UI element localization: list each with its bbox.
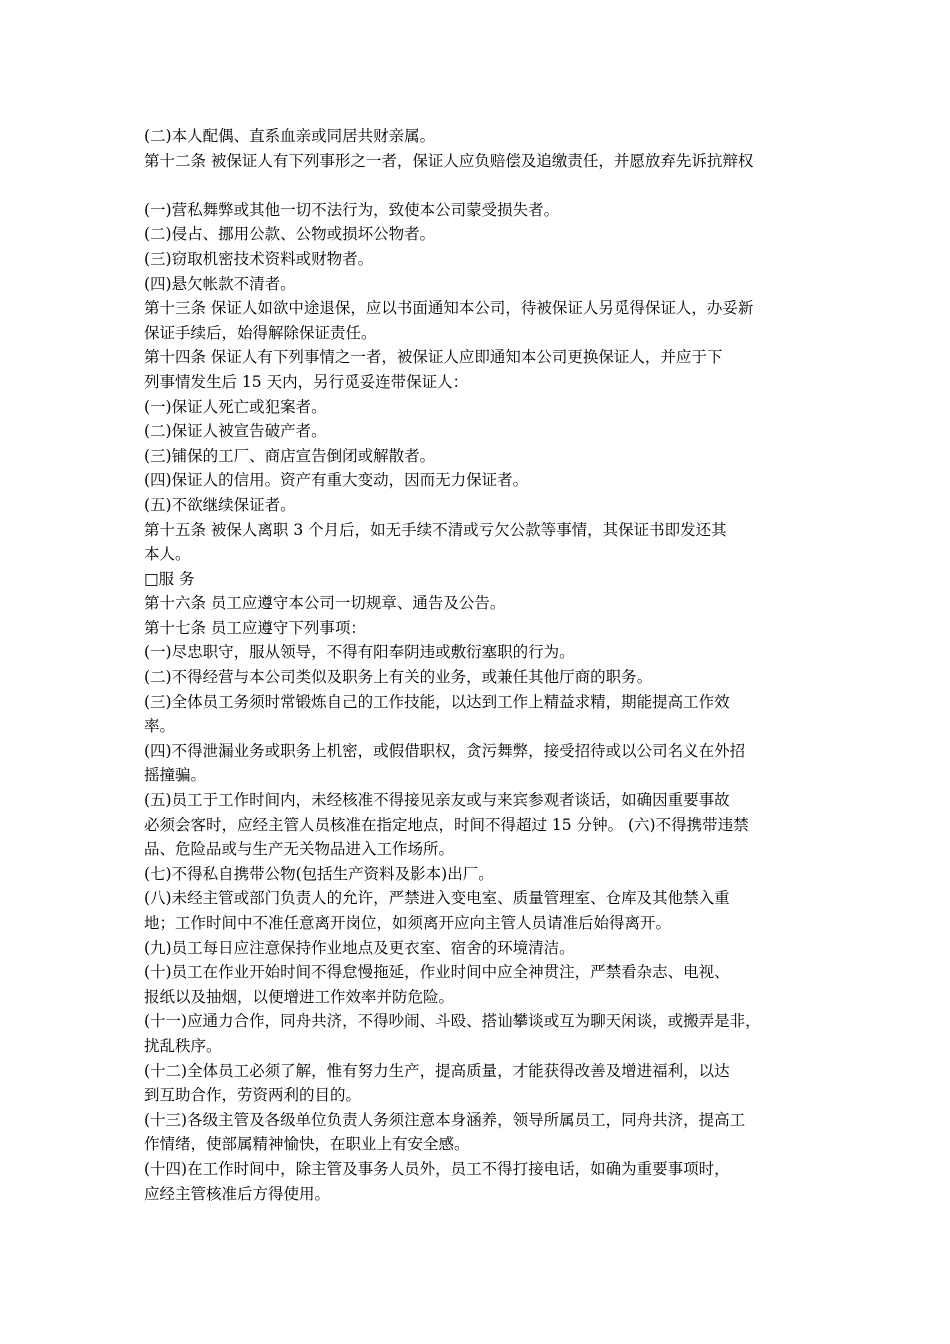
- text-line: 报纸以及抽烟，以便增进工作效率并防危险。: [144, 987, 455, 1006]
- text-line: 第十四条 保证人有下列事情之一者，被保证人应即通知本公司更换保证人，并应于下: [144, 348, 723, 367]
- text-line: (四)保证人的信用。资产有重大变动，因而无力保证者。: [144, 471, 529, 490]
- text-line: (十)员工在作业开始时间不得怠慢拖延，作业时间中应全神贯注，严禁看杂志、电视、: [144, 963, 730, 982]
- text-line: (七)不得私自携带公物(包括生产资料及影本)出厂。: [144, 864, 494, 883]
- text-line: 必须会客时，应经主管人员核准在指定地点，时间不得超过 15 分钟。 (六)不得携带违禁: [144, 815, 749, 834]
- text-line: (十一)应通力合作，同舟共济，不得吵闹、斗殴、搭讪攀谈或互为聊天闲谈，或搬弄是非，: [144, 1012, 761, 1031]
- text-line: (八)未经主管或部门负责人的允许，严禁进入变电室、质量管理室、仓库及其他禁入重: [144, 889, 730, 908]
- text-line: (二)不得经营与本公司类似及职务上有关的业务，或兼任其他厅商的职务。: [144, 668, 653, 687]
- text-line: (一)保证人死亡或犯案者。: [144, 397, 327, 416]
- text-line: (五)不欲继续保证者。: [144, 495, 296, 514]
- text-line: (二)本人配偶、直系血亲或同居共财亲属。: [144, 127, 436, 145]
- text-line: 作情绪，使部属精神愉快，在职业上有安全感。: [144, 1135, 470, 1154]
- document-body: [144, 124, 824, 1206]
- text-line: 摇撞骗。: [144, 766, 207, 785]
- text-line: (三)全体员工务须时常锻炼自己的工作技能，以达到工作上精益求精，期能提高工作效: [144, 692, 730, 711]
- text-line: 第十五条 被保人离职 3 个月后，如无手续不清或亏欠公款等事情，其保证书即发还其: [144, 520, 727, 539]
- text-line: 地；工作时间中不准任意离开岗位，如须离开应向主管人员请准后始得离开。: [144, 914, 672, 932]
- text-line: 扰乱秩序。: [144, 1036, 222, 1055]
- text-line: 第十二条 被保证人有下列事形之一者，保证人应负赔偿及追缴责任，并愿放弃先诉抗辩权: [144, 151, 754, 170]
- text-line: 保证手续后，始得解除保证责任。: [144, 323, 377, 342]
- text-line: (四)悬欠帐款不清者。: [144, 274, 296, 293]
- text-line: (三)窃取机密技术资料或财物者。: [144, 249, 374, 268]
- blank-line: [144, 173, 824, 198]
- text-line: (十二)全体员工必须了解，惟有努力生产，提高质量，才能获得改善及增进福利，以达: [144, 1061, 730, 1080]
- section-heading: □服 务: [144, 569, 195, 588]
- text-line: 第十六条 员工应遵守本公司一切规章、通告及公告。: [144, 594, 506, 613]
- text-line: (二)保证人被宣告破产者。: [144, 422, 327, 441]
- text-line: 率。: [144, 717, 176, 736]
- text-line: 品、危险品或与生产无关物品进入工作场所。: [144, 840, 455, 859]
- text-line: (一)营私舞弊或其他一切不法行为，致使本公司蒙受损失者。: [144, 200, 560, 219]
- text-line: (九)员工每日应注意保持作业地点及更衣室、宿舍的环境清洁。: [144, 938, 575, 957]
- text-line: 到互助合作，劳资两利的目的。: [144, 1086, 362, 1105]
- text-line: 应经主管核准后方得使用。: [144, 1184, 331, 1203]
- text-line: 第十七条 员工应遵守下列事项：: [144, 618, 366, 637]
- text-line: 本人。: [144, 545, 191, 564]
- text-line: 第十三条 保证人如欲中途退保，应以书面通知本公司，待被保证人另觅得保证人，办妥新: [144, 299, 754, 318]
- text-line: (四)不得泄漏业务或职务上机密，或假借职权，贪污舞弊，接受招待或以公司名义在外招: [144, 741, 746, 760]
- text-line: (一)尽忠职守，服从领导，不得有阳奉阴违或敷衍塞职的行为。: [144, 643, 575, 662]
- text-line: (二)侵占、挪用公款、公物或损坏公物者。: [144, 225, 436, 244]
- text-line: (十四)在工作时间中，除主管及事务人员外，员工不得打接电话，如确为重要事项时，: [144, 1159, 730, 1178]
- text-line: 列事情发生后 15 天内，另行觅妥连带保证人：: [144, 372, 469, 391]
- text-line: (五)员工于工作时间内，未经核准不得接见亲友或与来宾参观者谈话，如确因重要事故: [144, 791, 730, 810]
- text-line: (十三)各级主管及各级单位负责人务须注意本身涵养，领导所属员工，同舟共济，提高工: [144, 1110, 746, 1129]
- text-line: (三)铺保的工厂、商店宣告倒闭或解散者。: [144, 446, 436, 465]
